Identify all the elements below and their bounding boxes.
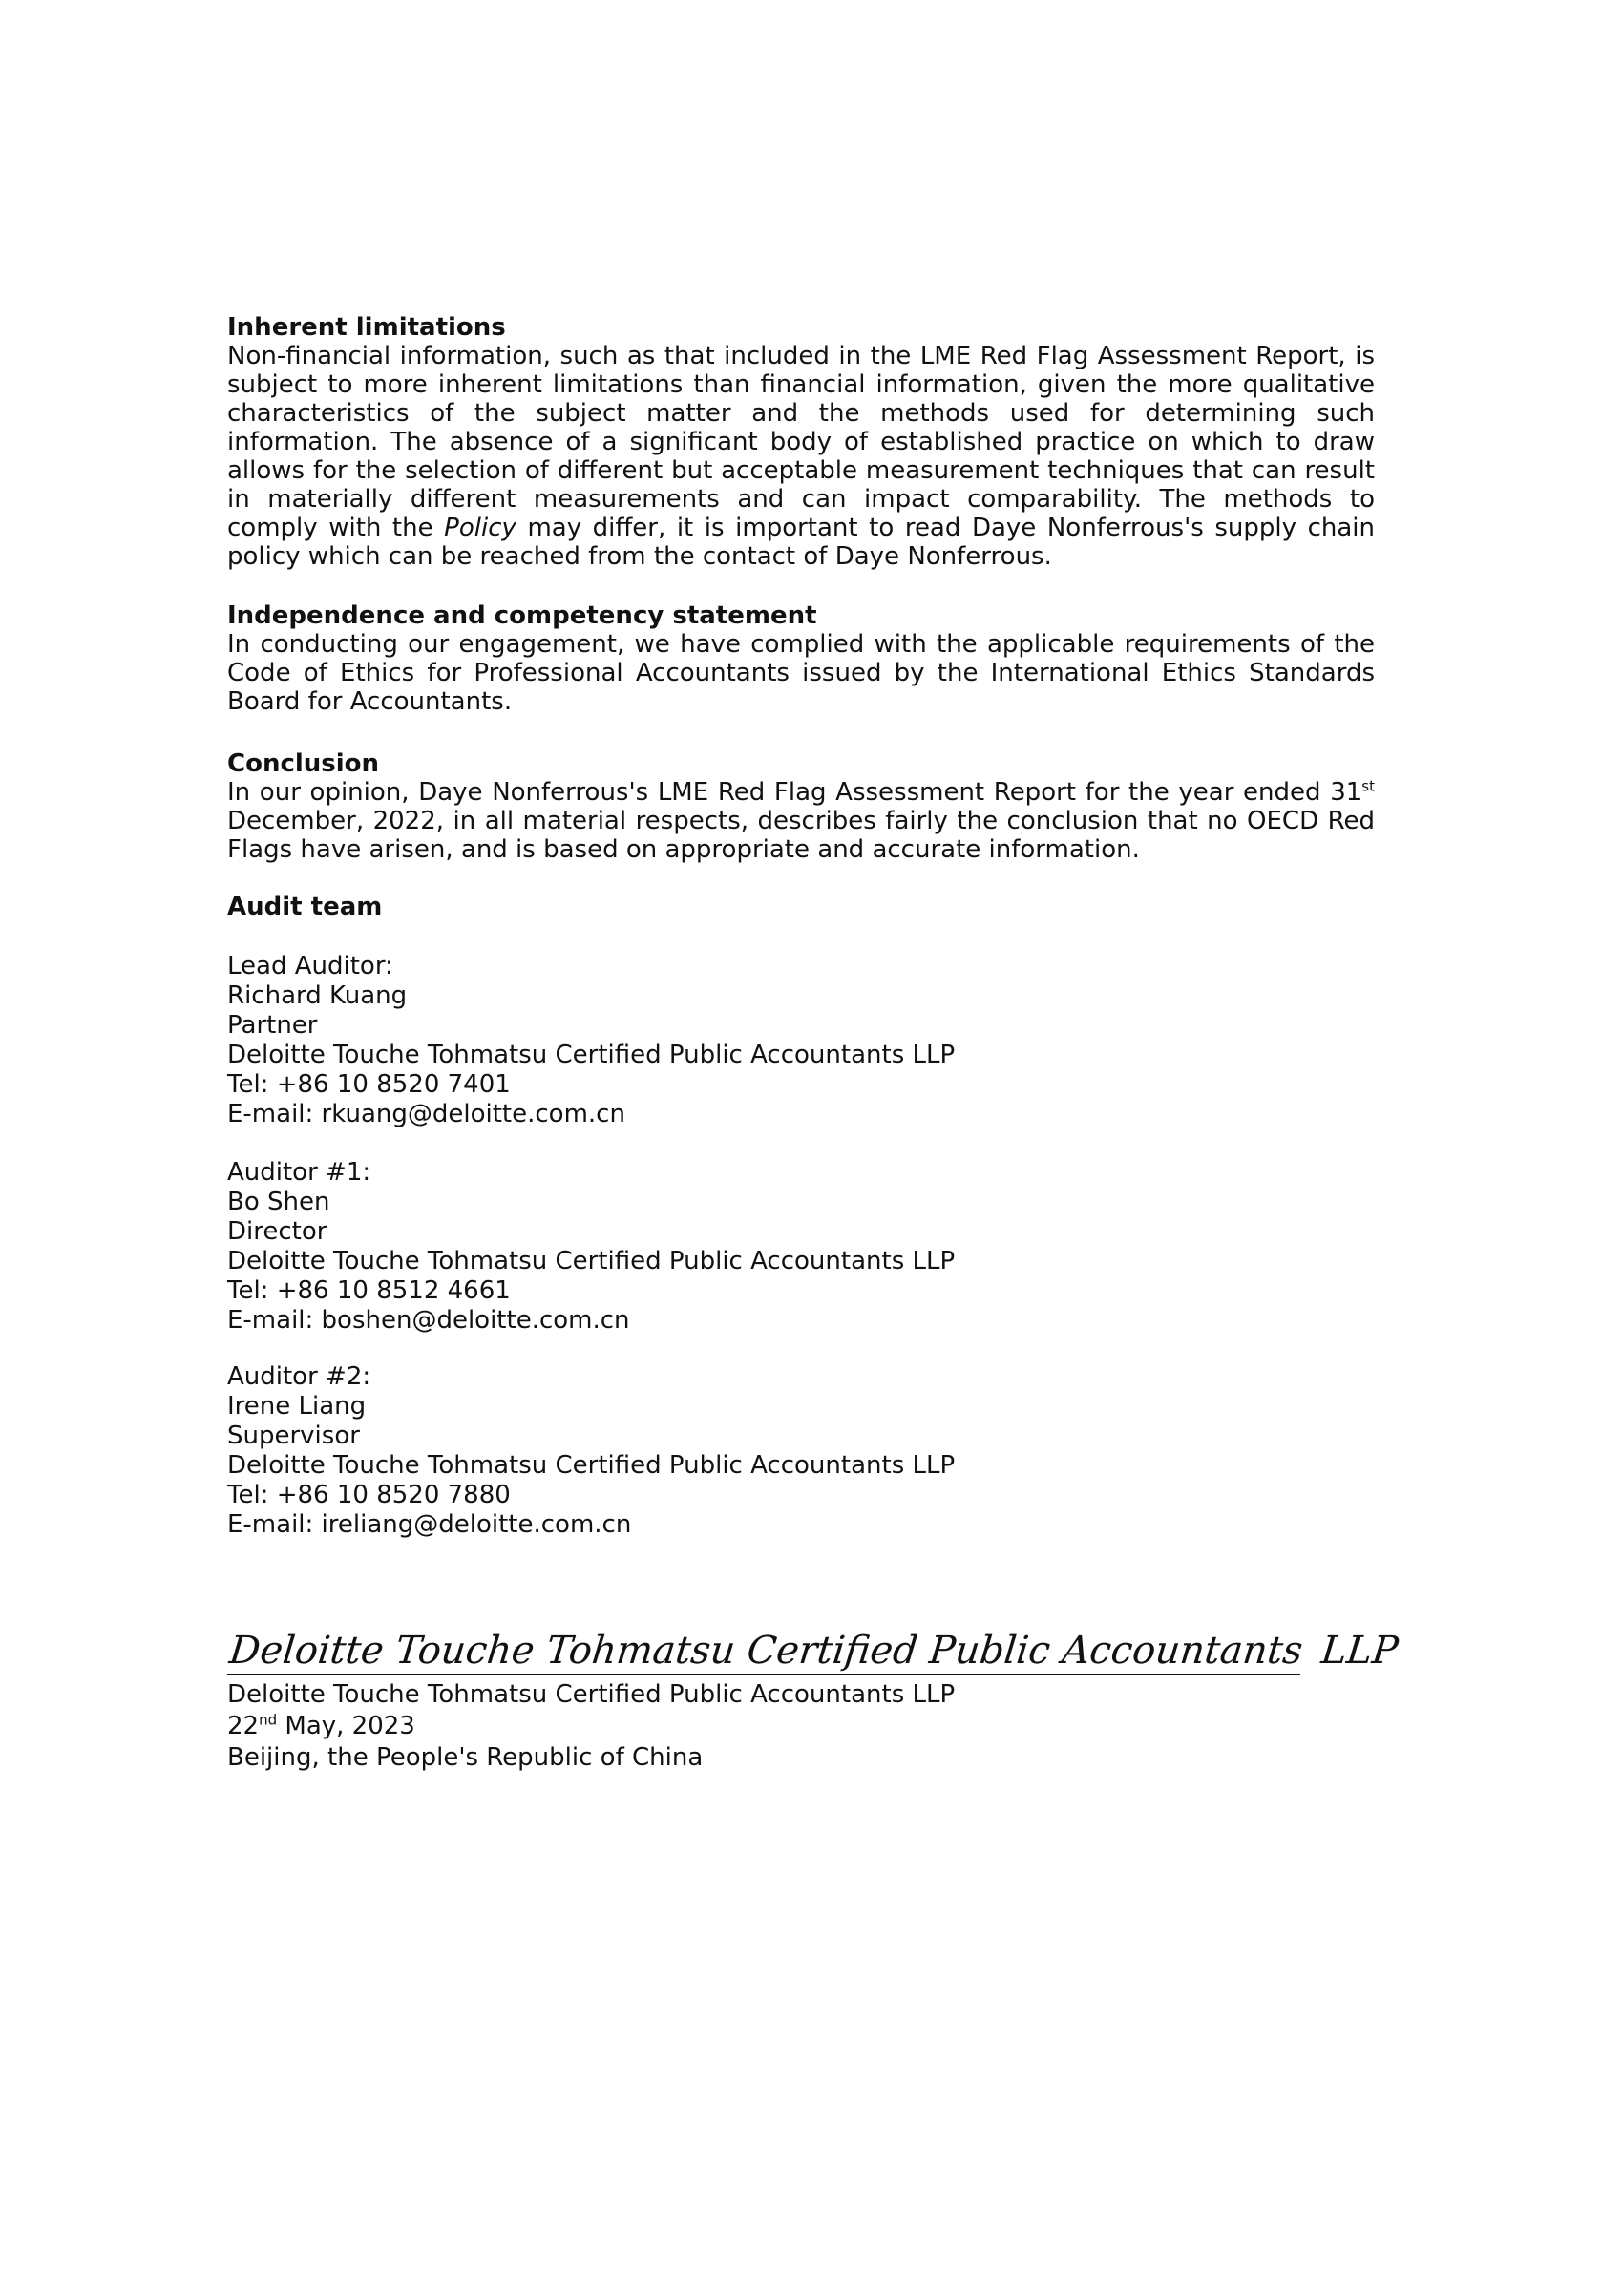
date-day: 22 (227, 1712, 260, 1740)
member-firm: Deloitte Touche Tohmatsu Certified Public Accountants LLP (227, 1451, 956, 1480)
member-name: Irene Liang (227, 1392, 367, 1421)
audit-team-member (227, 1362, 1375, 1540)
ordinal-superscript: st (1361, 777, 1375, 795)
member-telephone: Tel: +86 10 8520 7401 (227, 1070, 511, 1099)
member-name: Bo Shen (227, 1188, 330, 1216)
member-title: Director (227, 1217, 327, 1246)
member-email: E-mail: ireliang@deloitte.com.cn (227, 1510, 632, 1539)
section-audit-team (227, 893, 1375, 1540)
handwritten-signature (227, 1628, 1401, 1674)
inherent-limitations-paragraph (227, 342, 1375, 571)
member-email: E-mail: rkuang@deloitte.com.cn (227, 1100, 625, 1128)
paragraph-text: In our opinion, Daye Nonferrous's LME Red Flag Assessment Report for the year ended 31 (227, 778, 1362, 807)
audit-team-heading: Audit team (227, 893, 383, 921)
member-telephone: Tel: +86 10 8520 7880 (227, 1481, 511, 1509)
member-role: Auditor #1: (227, 1158, 371, 1187)
date-rest: May, 2023 (277, 1712, 415, 1740)
member-email: E-mail: boshen@deloitte.com.cn (227, 1306, 630, 1335)
member-title: Partner (227, 1011, 318, 1040)
signature-location: Beijing, the People's Republic of China (227, 1743, 704, 1772)
member-firm: Deloitte Touche Tohmatsu Certified Public Accountants LLP (227, 1041, 956, 1069)
conclusion-heading: Conclusion (227, 749, 380, 778)
signature-script-suffix: LLP (1318, 1629, 1401, 1673)
audit-team-member (227, 952, 1375, 1129)
section-inherent-limitations (227, 313, 1375, 571)
member-firm: Deloitte Touche Tohmatsu Certified Public Accountants LLP (227, 1247, 956, 1275)
member-telephone: Tel: +86 10 8512 4661 (227, 1276, 511, 1305)
independence-statement-heading: Independence and competency statement (227, 601, 817, 630)
section-conclusion (227, 749, 1375, 864)
audit-team-member (227, 1158, 1375, 1336)
printed-firm-name: Deloitte Touche Tohmatsu Certified Public Accountants LLP (227, 1680, 956, 1709)
ordinal-superscript: nd (259, 1711, 278, 1729)
report-content (227, 313, 1401, 1774)
inherent-limitations-heading: Inherent limitations (227, 313, 506, 342)
member-role: Auditor #2: (227, 1362, 371, 1391)
paragraph-text: Non-financial information, such as that included in the LME Red Flag Assessment Report, is subject to more inherent limitations than financial information, given the more qualitative characteristics of the subject matter and the methods used for determining such information. The absence of a significant body of established practice on which to draw allows for the selection of different but acceptable measurement techniques that can result in materially different measurements and can impact comparability. The methods to comply with the (227, 342, 1375, 542)
member-role: Lead Auditor: (227, 952, 393, 980)
signature-block (227, 1628, 1401, 1774)
paragraph-text: may differ, it is important to read Daye Nonferrous's supply chain policy which can be reached from the contact of Daye Nonferrous. (227, 514, 1375, 571)
paragraph-text: December, 2022, in all material respects, describes fairly the conclusion that no OECD Red Flags have arisen, and is based on appropriate and accurate information. (227, 807, 1375, 864)
section-independence-statement (227, 601, 1375, 716)
policy-italic-term: Policy (444, 514, 516, 542)
member-title: Supervisor (227, 1422, 360, 1450)
signature-script-text: Deloitte Touche Tohmatsu Certified Public Accountants (227, 1629, 1305, 1675)
signature-date (227, 1711, 1375, 1742)
member-name: Richard Kuang (227, 981, 408, 1010)
conclusion-paragraph (227, 778, 1375, 864)
independence-statement-paragraph: In conducting our engagement, we have complied with the applicable requirements of the Code of Ethics for Professional Accountants issued by the International Ethics Standards Board for Accountants. (227, 630, 1375, 716)
